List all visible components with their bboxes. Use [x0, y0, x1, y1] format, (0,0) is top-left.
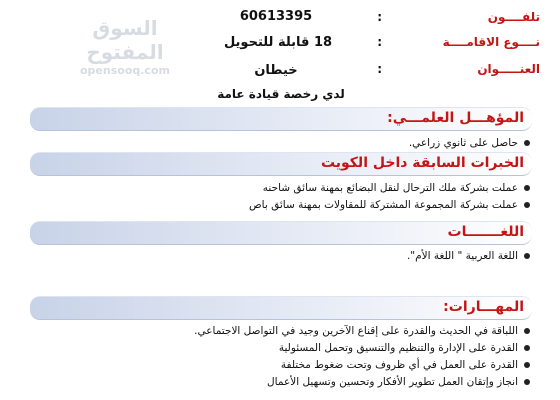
languages-item: اللغة العربية " اللغة الأم". — [407, 250, 530, 262]
experience-item-1: عملت بشركة ملك الترحال لنقل البضائع بمهنة سائق شاحنه — [263, 182, 530, 194]
bullet-icon — [524, 345, 530, 351]
skills-item-3: القدرة على العمل في أي ظروف وتحت ضغوط مختلفة — [281, 359, 530, 371]
languages-header — [30, 221, 532, 245]
skills-item-4: انجاز وإتقان العمل تطوير الأفكار وتحسين وتسهيل الأعمال — [267, 376, 530, 388]
address-label: العنـــــوان — [477, 62, 540, 76]
skills-title: المهـــارات: — [443, 299, 524, 315]
education-header — [30, 107, 532, 131]
opensooq-watermark — [70, 16, 180, 77]
skills-header — [30, 296, 532, 320]
phone-label: تلفــــون — [487, 10, 540, 24]
address-value: خيطان — [254, 63, 298, 78]
skills-item-2: القدرة على الإدارة والتنظيم والتنسيق وتحمل المسئولية — [279, 342, 530, 354]
bullet-icon — [524, 379, 530, 385]
bullet-icon — [524, 185, 530, 191]
bullet-icon — [524, 253, 530, 259]
phone-value: 60613395 — [239, 9, 313, 24]
experience-item-2: عملت بشركة المجموعة المشتركة للمقاولات بمهنة سائق باص — [249, 199, 530, 211]
watermark-arabic: السوق المفتوح — [86, 16, 164, 64]
experience-header — [30, 152, 532, 176]
driving-license: لدي رخصة قيادة عامة — [217, 87, 345, 101]
residence-value: 18 قابلة للتحويل — [223, 35, 333, 50]
address-colon: : — [377, 62, 382, 76]
experience-title: الخبرات السابقة داخل الكويت — [320, 155, 524, 171]
residence-colon: : — [377, 35, 382, 49]
bullet-icon — [524, 140, 530, 146]
education-title: المؤهـــل العلمـــي: — [387, 110, 524, 126]
residence-label: نــــوع الاقامــــة — [442, 35, 540, 49]
bullet-icon — [524, 362, 530, 368]
phone-colon: : — [377, 10, 382, 24]
watermark-latin: opensooq.com — [80, 64, 170, 77]
skills-item-1: اللباقة في الحديث والقدرة على إقناع الآخرين وجيد في التواصل الاجتماعي. — [194, 325, 530, 337]
languages-title: اللغـــــــات — [447, 224, 524, 240]
education-item: حاصل على ثانوي زراعي. — [409, 137, 530, 149]
bullet-icon — [524, 328, 530, 334]
bullet-icon — [524, 202, 530, 208]
